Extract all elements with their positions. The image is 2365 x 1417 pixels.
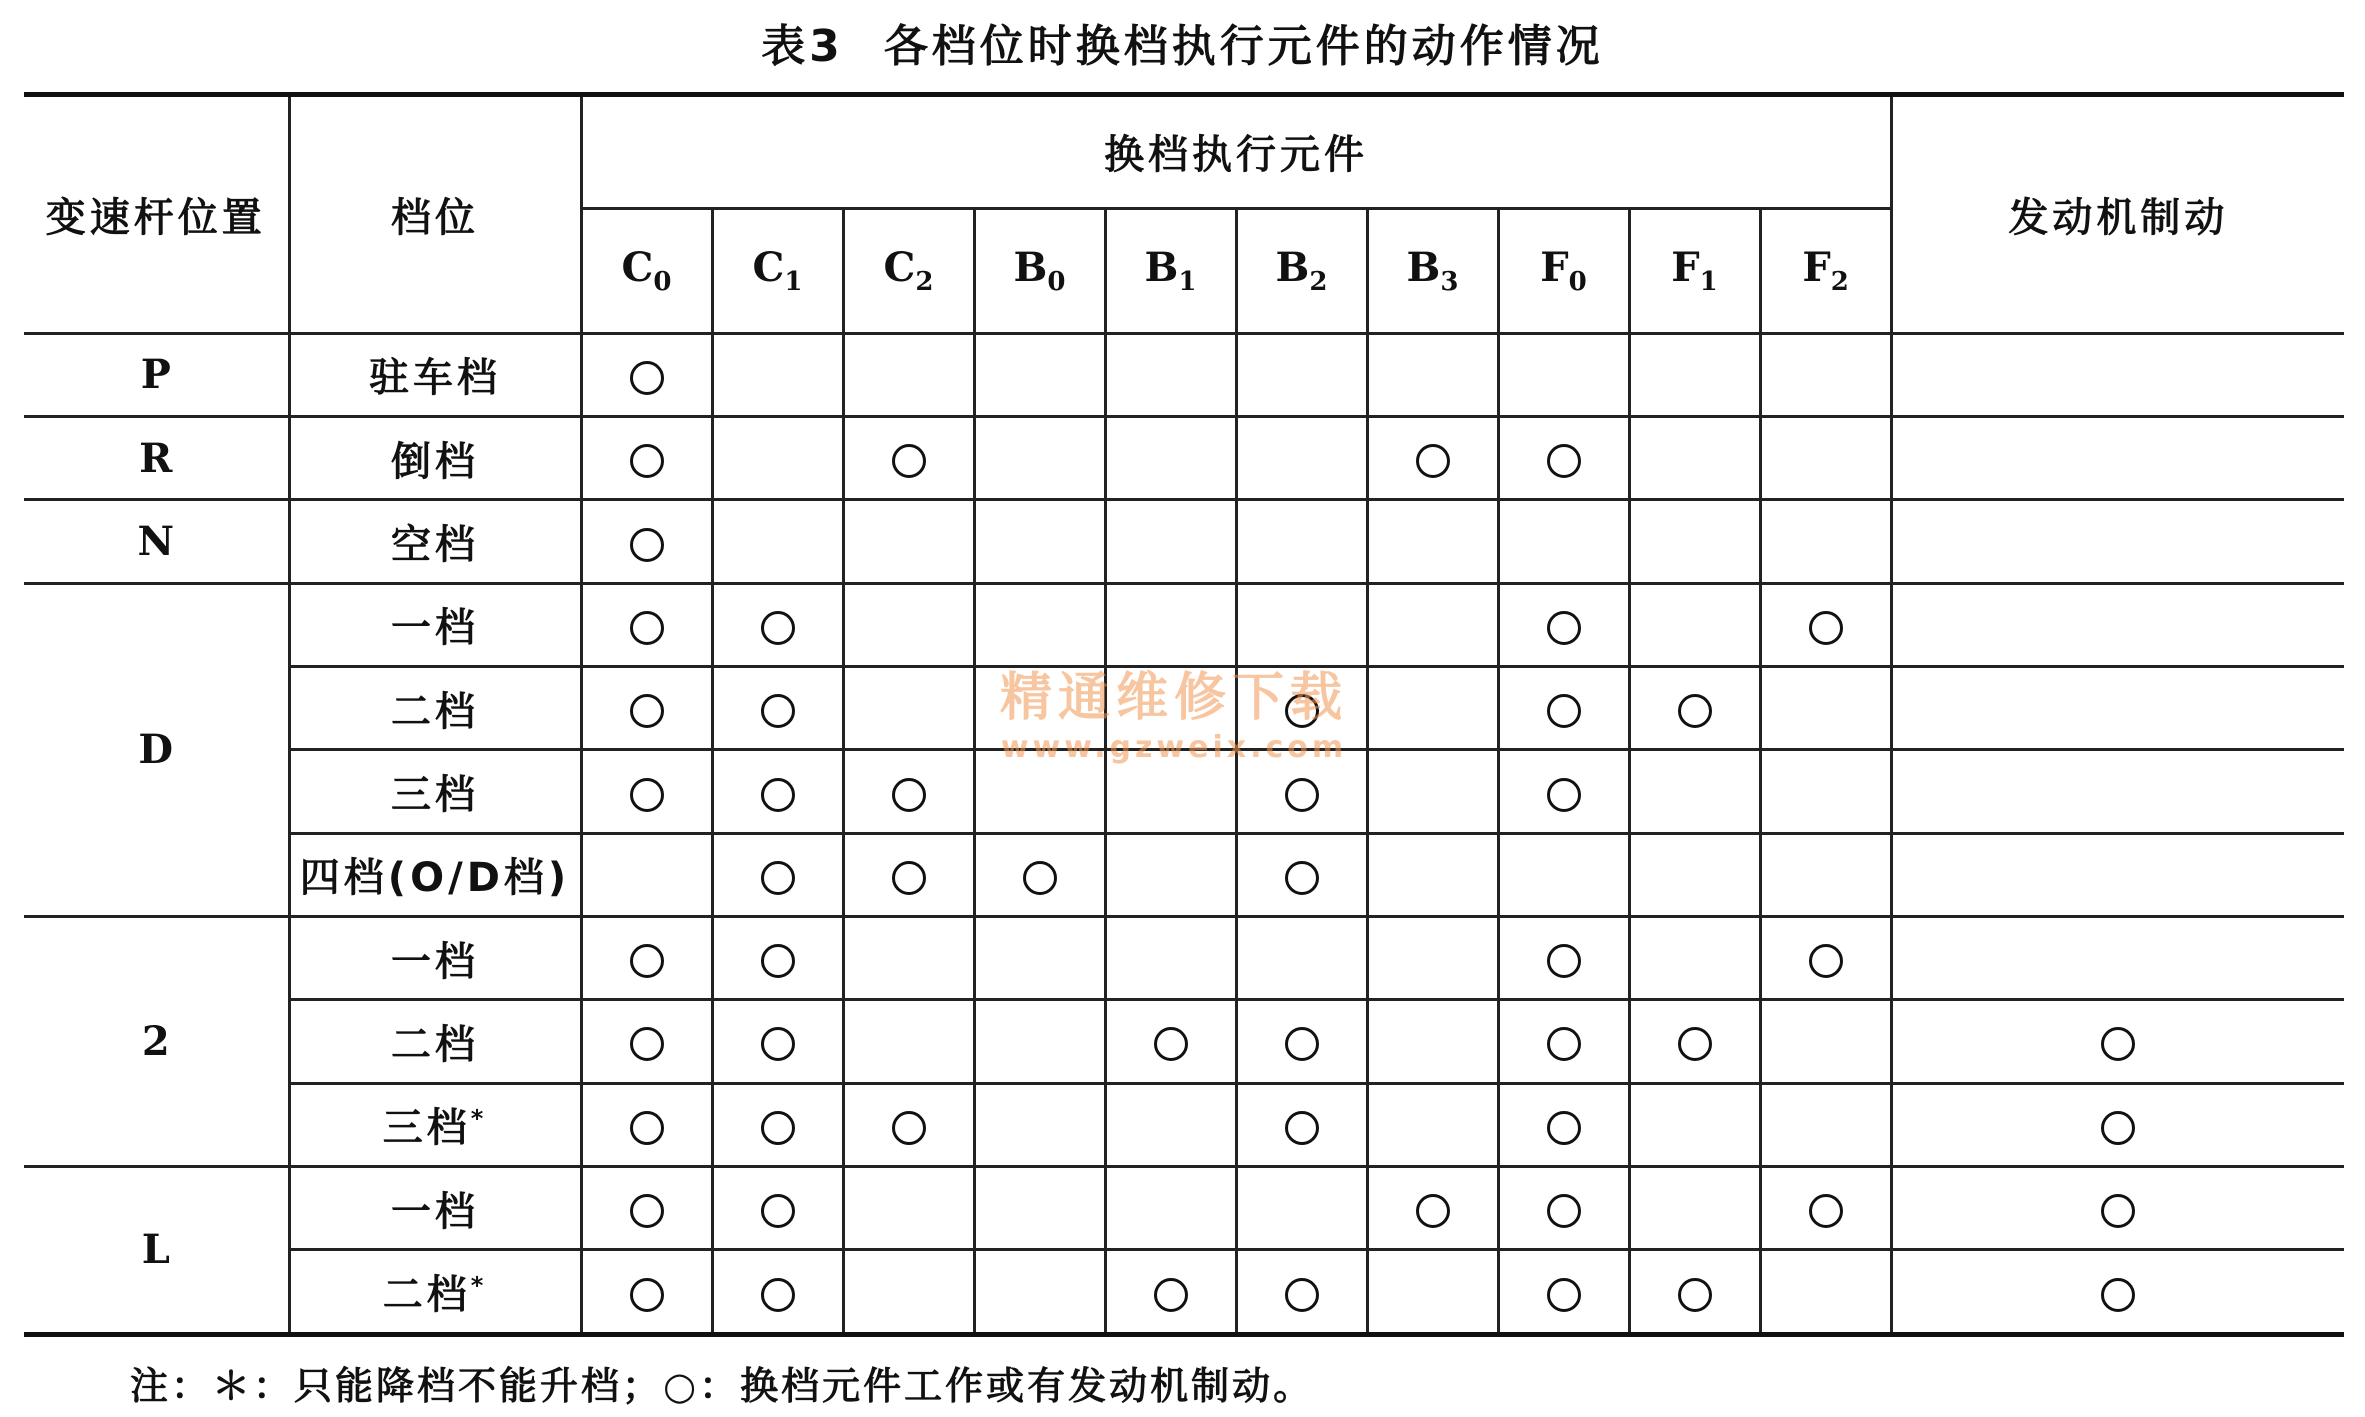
engaged-circle-icon: [761, 944, 795, 978]
action-cell: [974, 583, 1105, 666]
element-index: 1: [1178, 267, 1197, 298]
action-cell: [1236, 1083, 1367, 1166]
gear-label: 一档: [391, 605, 479, 652]
gear-cell: [289, 1083, 581, 1166]
watermark-line1: 精通维修下载: [1000, 668, 1349, 728]
action-cell: [712, 500, 843, 583]
action-cell: [712, 667, 843, 750]
engaged-circle-icon: [761, 611, 795, 645]
action-cell: [1236, 583, 1367, 666]
action-cell: [1367, 333, 1498, 416]
action-cell: [1236, 500, 1367, 583]
action-cell: [1760, 1250, 1891, 1335]
engaged-circle-icon: [630, 944, 664, 978]
header-element: [1629, 208, 1760, 333]
gear-label: 一档: [391, 1188, 479, 1235]
engaged-circle-icon: [892, 444, 926, 478]
action-cell: [1760, 583, 1891, 666]
action-cell: [974, 500, 1105, 583]
action-cell: [1105, 500, 1236, 583]
engaged-circle-icon: [1285, 861, 1319, 895]
action-cell: [843, 833, 974, 916]
engaged-circle-icon: [761, 1111, 795, 1145]
action-cell: [1629, 833, 1760, 916]
engaged-circle-icon: [1285, 1027, 1319, 1061]
gear-cell: [289, 1000, 581, 1083]
action-cell: [1760, 1166, 1891, 1249]
action-cell: [1367, 750, 1498, 833]
element-index: 1: [784, 267, 803, 298]
action-cell: [1629, 1083, 1760, 1166]
action-cell: [712, 417, 843, 500]
action-cell: [1760, 1000, 1891, 1083]
action-cell: [1629, 750, 1760, 833]
header-element: [974, 208, 1105, 333]
engaged-circle-icon: [1809, 944, 1843, 978]
action-cell: [1105, 417, 1236, 500]
action-cell: [843, 1083, 974, 1166]
action-cell: [1236, 1250, 1367, 1335]
engine-brake-cell: [1891, 917, 2344, 1000]
action-cell: [1760, 500, 1891, 583]
element-symbol: C: [883, 244, 916, 292]
gear-label: 二档: [391, 1021, 479, 1068]
table-row: [24, 1000, 2344, 1083]
action-cell: [1498, 583, 1629, 666]
action-cell: [843, 1166, 974, 1249]
action-cell: [1105, 1083, 1236, 1166]
table-row: [24, 667, 2344, 750]
engaged-circle-icon: [1416, 444, 1450, 478]
engaged-circle-icon: [2101, 1278, 2135, 1312]
engine-brake-cell: [1891, 1083, 2344, 1166]
engine-brake-cell: [1891, 583, 2344, 666]
engaged-circle-icon: [1023, 861, 1057, 895]
engaged-circle-icon: [761, 778, 795, 812]
action-cell: [1367, 500, 1498, 583]
action-cell: [1760, 833, 1891, 916]
engaged-circle-icon: [630, 611, 664, 645]
action-cell: [1629, 667, 1760, 750]
action-cell: [1629, 417, 1760, 500]
action-cell: [1236, 667, 1367, 750]
engaged-circle-icon: [1678, 694, 1712, 728]
action-cell: [1498, 333, 1629, 416]
engaged-circle-icon: [1547, 1194, 1581, 1228]
action-cell: [1105, 583, 1236, 666]
watermark-line2: www.gzweix.com: [1000, 730, 1348, 765]
action-cell: [712, 917, 843, 1000]
gear-label: 三档: [382, 1105, 471, 1152]
gear-label: 空档: [391, 522, 479, 569]
header-gear: 档位: [289, 95, 581, 334]
element-index: 0: [1047, 267, 1066, 298]
gear-cell: [289, 1250, 581, 1335]
element-index: 0: [1568, 267, 1587, 298]
engine-brake-cell: [1891, 333, 2344, 416]
action-cell: [1498, 1083, 1629, 1166]
action-cell: [1498, 1000, 1629, 1083]
action-cell: [581, 583, 712, 666]
action-cell: [712, 1000, 843, 1083]
action-cell: [1105, 1166, 1236, 1249]
engaged-circle-icon: [1809, 611, 1843, 645]
engine-brake-cell: [1891, 1166, 2344, 1249]
engaged-circle-icon: [1678, 1027, 1712, 1061]
engaged-circle-icon: [761, 694, 795, 728]
action-cell: [843, 750, 974, 833]
element-symbol: C: [621, 244, 654, 292]
gear-cell: [289, 583, 581, 666]
engaged-circle-icon: [2101, 1194, 2135, 1228]
header-element: [1760, 208, 1891, 333]
action-cell: [712, 1250, 843, 1335]
engaged-circle-icon: [1285, 1278, 1319, 1312]
table-row: [24, 583, 2344, 666]
engaged-circle-icon: [1547, 694, 1581, 728]
table-row: [24, 1083, 2344, 1166]
action-cell: [1105, 333, 1236, 416]
gear-cell: [289, 833, 581, 916]
header-lever-position: 变速杆位置: [24, 95, 289, 334]
action-cell: [1105, 917, 1236, 1000]
action-cell: [1760, 1083, 1891, 1166]
action-cell: [1498, 500, 1629, 583]
action-cell: [1367, 1000, 1498, 1083]
action-cell: [581, 500, 712, 583]
action-cell: [1105, 1250, 1236, 1335]
engaged-circle-icon: [630, 444, 664, 478]
action-cell: [1105, 750, 1236, 833]
element-index: 2: [915, 267, 934, 298]
action-cell: [1367, 1083, 1498, 1166]
engaged-circle-icon: [761, 1027, 795, 1061]
element-symbol: F: [1802, 244, 1831, 292]
action-cell: [1367, 1166, 1498, 1249]
action-cell: [581, 1250, 712, 1335]
engaged-circle-icon: [1547, 778, 1581, 812]
engaged-circle-icon: [761, 1278, 795, 1312]
engine-brake-cell: [1891, 750, 2344, 833]
action-cell: [974, 1083, 1105, 1166]
action-cell: [712, 1166, 843, 1249]
action-cell: [1236, 1000, 1367, 1083]
gear-label: 二档: [382, 1272, 471, 1319]
header-element: [581, 208, 712, 333]
action-cell: [843, 417, 974, 500]
gear-label: 三档: [391, 772, 479, 819]
action-cell: [843, 333, 974, 416]
engaged-circle-icon: [1154, 1027, 1188, 1061]
engine-brake-cell: [1891, 833, 2344, 916]
engaged-circle-icon: [1285, 778, 1319, 812]
action-cell: [1498, 1250, 1629, 1335]
engaged-circle-icon: [630, 1111, 664, 1145]
engaged-circle-icon: [2101, 1111, 2135, 1145]
gear-label: 一档: [391, 938, 479, 985]
engine-brake-cell: [1891, 1250, 2344, 1335]
engaged-circle-icon: [892, 1111, 926, 1145]
lever-position-cell: D: [24, 583, 289, 916]
action-cell: [712, 750, 843, 833]
action-cell: [974, 1166, 1105, 1249]
element-index: 3: [1440, 267, 1459, 298]
engaged-circle-icon: [630, 694, 664, 728]
action-cell: [843, 667, 974, 750]
gear-cell: [289, 667, 581, 750]
action-cell: [1629, 500, 1760, 583]
table-row: [24, 833, 2344, 916]
action-cell: [974, 917, 1105, 1000]
action-cell: [1760, 917, 1891, 1000]
action-cell: [581, 417, 712, 500]
action-cell: [974, 750, 1105, 833]
gear-cell: [289, 333, 581, 416]
lever-position-cell: R: [24, 417, 289, 500]
engaged-circle-icon: [1547, 1278, 1581, 1312]
action-cell: [581, 1000, 712, 1083]
engaged-circle-icon: [630, 1027, 664, 1061]
gear-label: 驻车档: [369, 355, 501, 402]
lever-position-cell: L: [24, 1166, 289, 1334]
engaged-circle-icon: [1678, 1278, 1712, 1312]
element-index: 0: [653, 267, 672, 298]
engaged-circle-icon: [1547, 1027, 1581, 1061]
action-cell: [1236, 333, 1367, 416]
action-cell: [1367, 417, 1498, 500]
gear-cell: [289, 500, 581, 583]
action-cell: [1105, 1000, 1236, 1083]
engaged-circle-icon: [1285, 694, 1319, 728]
engaged-circle-icon: [1547, 1111, 1581, 1145]
action-cell: [974, 333, 1105, 416]
action-cell: [1498, 1166, 1629, 1249]
engaged-circle-icon: [630, 528, 664, 562]
action-cell: [712, 333, 843, 416]
element-index: 2: [1309, 267, 1328, 298]
gear-cell: [289, 917, 581, 1000]
action-cell: [1105, 667, 1236, 750]
header-engine-brake: 发动机制动: [1891, 95, 2344, 334]
action-cell: [1760, 750, 1891, 833]
table-row: [24, 750, 2344, 833]
action-cell: [843, 500, 974, 583]
engaged-circle-icon: [1547, 444, 1581, 478]
gear-action-table: [24, 92, 2344, 1337]
action-cell: [581, 667, 712, 750]
action-cell: [843, 1000, 974, 1083]
action-cell: [1367, 1250, 1498, 1335]
engaged-circle-icon: [1154, 1278, 1188, 1312]
action-cell: [1236, 833, 1367, 916]
action-cell: [1760, 333, 1891, 416]
engaged-circle-icon: [630, 1194, 664, 1228]
action-cell: [1498, 833, 1629, 916]
engaged-circle-icon: [630, 778, 664, 812]
gear-cell: [289, 750, 581, 833]
action-cell: [1236, 917, 1367, 1000]
lever-position-cell: 2: [24, 917, 289, 1167]
table-row: [24, 500, 2344, 583]
action-cell: [843, 583, 974, 666]
action-cell: [1236, 750, 1367, 833]
element-symbol: F: [1671, 244, 1700, 292]
element-symbol: B: [1406, 244, 1441, 292]
engaged-circle-icon: [892, 778, 926, 812]
engaged-circle-icon: [761, 1194, 795, 1228]
gear-label: 倒档: [391, 438, 479, 485]
action-cell: [712, 583, 843, 666]
gear-cell: [289, 1166, 581, 1249]
engaged-circle-icon: [2101, 1027, 2135, 1061]
action-cell: [581, 333, 712, 416]
engaged-circle-icon: [1547, 944, 1581, 978]
action-cell: [712, 833, 843, 916]
engine-brake-cell: [1891, 500, 2344, 583]
action-cell: [1760, 667, 1891, 750]
action-cell: [1498, 750, 1629, 833]
action-cell: [1367, 583, 1498, 666]
action-cell: [581, 1083, 712, 1166]
element-symbol: F: [1540, 244, 1569, 292]
gear-label: 二档: [391, 688, 479, 735]
action-cell: [581, 1166, 712, 1249]
header-element: [1236, 208, 1367, 333]
element-symbol: B: [1275, 244, 1310, 292]
action-cell: [974, 1250, 1105, 1335]
header-element: [712, 208, 843, 333]
table-note: 注：＊：只能降档不能升档；○：换档元件工作或有发动机制动。: [130, 1364, 1315, 1408]
engaged-circle-icon: [630, 361, 664, 395]
downshift-only-mark: *: [470, 1271, 488, 1300]
action-cell: [974, 833, 1105, 916]
header-element: [1105, 208, 1236, 333]
action-cell: [1367, 917, 1498, 1000]
action-cell: [1760, 417, 1891, 500]
action-cell: [843, 917, 974, 1000]
downshift-only-mark: *: [470, 1104, 488, 1133]
action-cell: [974, 1000, 1105, 1083]
action-cell: [1629, 583, 1760, 666]
engine-brake-cell: [1891, 1000, 2344, 1083]
engaged-circle-icon: [1809, 1194, 1843, 1228]
element-symbol: B: [1013, 244, 1048, 292]
action-cell: [974, 667, 1105, 750]
action-cell: [843, 1250, 974, 1335]
action-cell: [1498, 917, 1629, 1000]
table-row: [24, 1250, 2344, 1335]
table-row: [24, 417, 2344, 500]
table-row: [24, 917, 2344, 1000]
header-shift-elements: 换档执行元件: [581, 95, 1891, 209]
element-symbol: B: [1144, 244, 1179, 292]
action-cell: [1367, 833, 1498, 916]
action-cell: [1629, 917, 1760, 1000]
action-cell: [1367, 667, 1498, 750]
gear-label: 四档(O/D档): [299, 855, 571, 902]
action-cell: [1498, 417, 1629, 500]
engine-brake-cell: [1891, 417, 2344, 500]
gear-cell: [289, 417, 581, 500]
action-cell: [1629, 1166, 1760, 1249]
lever-position-cell: N: [24, 500, 289, 583]
element-index: 1: [1699, 267, 1718, 298]
action-cell: [1236, 1166, 1367, 1249]
lever-position-cell: P: [24, 333, 289, 416]
header-element: [1367, 208, 1498, 333]
action-cell: [1498, 667, 1629, 750]
element-symbol: C: [752, 244, 785, 292]
action-cell: [581, 833, 712, 916]
engaged-circle-icon: [1547, 611, 1581, 645]
element-index: 2: [1830, 267, 1849, 298]
action-cell: [712, 1083, 843, 1166]
engaged-circle-icon: [1416, 1194, 1450, 1228]
engine-brake-cell: [1891, 667, 2344, 750]
engaged-circle-icon: [630, 1278, 664, 1312]
header-element: [843, 208, 974, 333]
header-element: [1498, 208, 1629, 333]
engaged-circle-icon: [892, 861, 926, 895]
table-caption: 各档位时换档执行元件的动作情况: [883, 21, 1604, 72]
table-title: [0, 10, 2365, 74]
table-number: 表3: [761, 21, 844, 72]
action-cell: [1236, 417, 1367, 500]
action-cell: [1629, 1000, 1760, 1083]
table-row: [24, 333, 2344, 416]
engaged-circle-icon: [1285, 1111, 1319, 1145]
action-cell: [1629, 333, 1760, 416]
action-cell: [581, 917, 712, 1000]
table-row: [24, 1166, 2344, 1249]
action-cell: [581, 750, 712, 833]
action-cell: [1629, 1250, 1760, 1335]
engaged-circle-icon: [761, 861, 795, 895]
action-cell: [974, 417, 1105, 500]
action-cell: [1105, 833, 1236, 916]
